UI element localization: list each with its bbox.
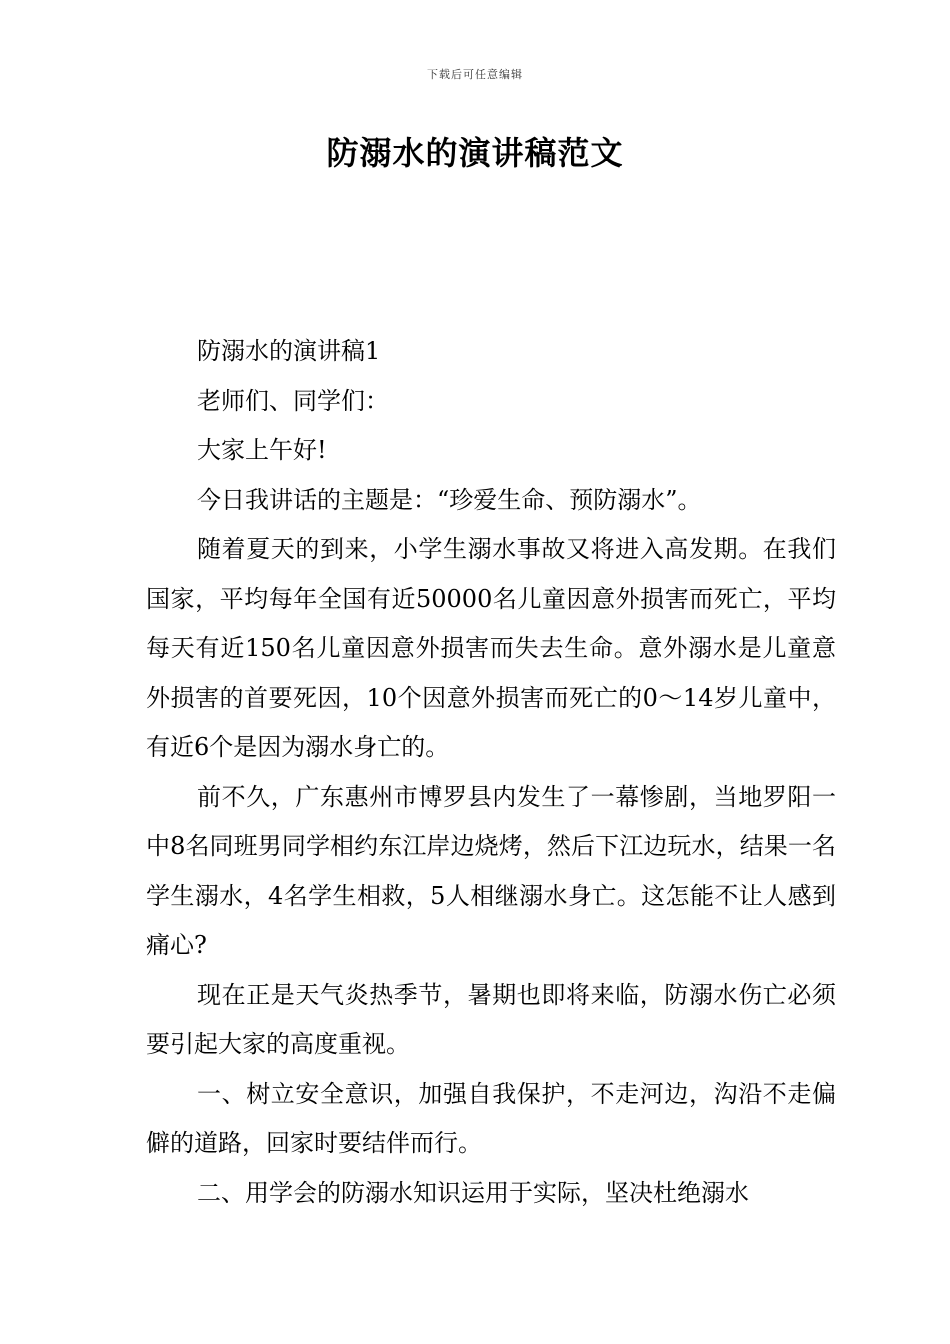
paragraph-salutation: 老师们、同学们： — [197, 386, 389, 415]
document-body — [146, 327, 836, 1218]
paragraph-point-one: 一、树立安全意识，加强自我保护，不走河边，沟沿不走偏僻的道路，回家时要结伴而行。 — [146, 1079, 836, 1157]
paragraph-statistics: 随着夏天的到来，小学生溺水事故又将进入高发期。在我们国家，平均每年全国有近50000名儿童因意外损害而死亡，平均每天有近150名儿童因意外损害而失去生命。意外溺水是儿童意外损害的首要死因，10个因意外损害而死亡的0～14岁儿童中，有近6个是因为溺水身亡的。 — [146, 535, 836, 761]
paragraph-greeting: 大家上午好! — [197, 436, 327, 464]
paragraph-topic: 今日我讲话的主题是：“珍爱生命、预防溺水”。 — [197, 485, 702, 514]
paragraph-incident: 前不久，广东惠州市博罗县内发生了一幕惨剧，当地罗阳一中8名同班男同学相约东江岸边烧烤，然后下江边玩水，结果一名学生溺水，4名学生相救，5人相继溺水身亡。这怎能不让人感到痛心? — [146, 782, 836, 959]
paragraph-speech-heading: 防溺水的演讲稿1 — [197, 337, 381, 365]
header-note: 下载后可任意编辑 — [427, 68, 523, 81]
paragraph-season-warning: 现在正是天气炎热季节，暑期也即将来临，防溺水伤亡必须要引起大家的高度重视。 — [146, 980, 836, 1058]
paragraph-point-two: 二、用学会的防溺水知识运用于实际，坚决杜绝溺水 — [197, 1178, 749, 1207]
document-title: 防溺水的演讲稿范文 — [326, 134, 624, 172]
